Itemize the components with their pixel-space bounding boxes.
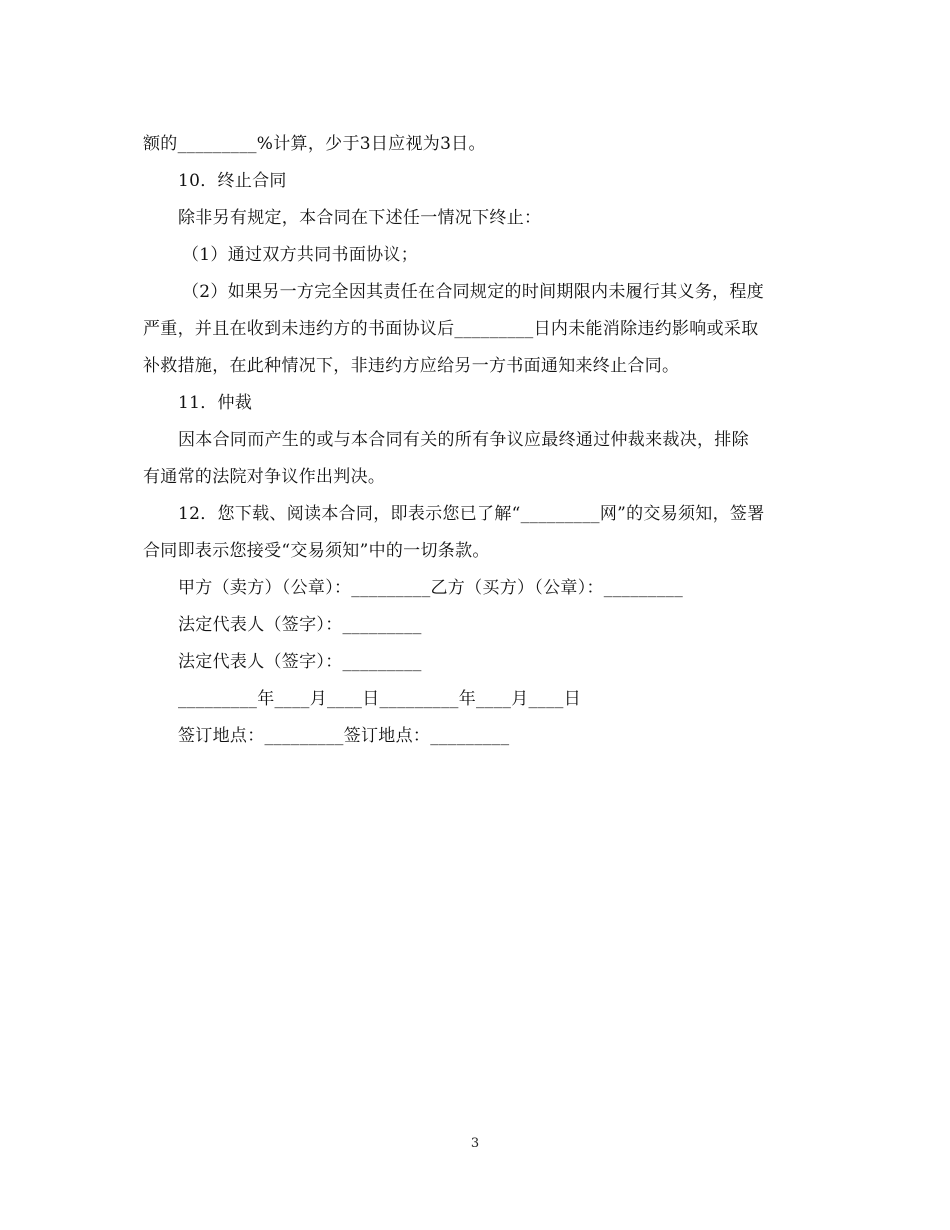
clause-10-item-2-line-3: 补救措施，在此种情况下，非违约方应给另一方书面通知来终止合同。 <box>143 356 680 376</box>
clause-11-text-line-1: 因本合同而产生的或与本合同有关的所有争议应最终通过仲裁来裁决，排除 <box>178 430 749 450</box>
clause-10-item-2-line-2: 严重，并且在收到未违约方的书面协议后_________日内未能消除违约影响或采取 <box>143 319 759 339</box>
date-line: _________年____月____日_________年____月____日 <box>178 689 581 709</box>
clause-9-continuation: 额的_________%计算，少于3日应视为3日。 <box>143 134 486 154</box>
legal-representative-line-2: 法定代表人（签字）：_________ <box>178 652 422 672</box>
clause-12-line-1: 12．您下载、阅读本合同，即表示您已了解“_________网”的交易须知，签署 <box>178 504 765 524</box>
page-number: 3 <box>470 1136 480 1151</box>
legal-representative-line-1: 法定代表人（签字）：_________ <box>178 615 422 635</box>
clause-11-text-line-2: 有通常的法院对争议作出判决。 <box>143 467 386 487</box>
signing-place-line: 签订地点：_________签订地点：_________ <box>178 726 510 746</box>
party-seals-line: 甲方（卖方）（公章）：_________乙方（买方）（公章）：_________ <box>178 578 683 598</box>
clause-10-item-1: （1）通过双方共同书面协议； <box>182 245 419 265</box>
clause-10-heading: 10．终止合同 <box>178 171 287 191</box>
clause-11-heading: 11．仲裁 <box>178 393 253 413</box>
clause-10-intro: 除非另有规定，本合同在下述任一情况下终止： <box>178 208 542 228</box>
clause-10-item-2-line-1: （2）如果另一方完全因其责任在合同规定的时间期限内未履行其义务，程度 <box>182 282 765 302</box>
clause-12-line-2: 合同即表示您接受“交易须知”中的一切条款。 <box>143 541 490 561</box>
